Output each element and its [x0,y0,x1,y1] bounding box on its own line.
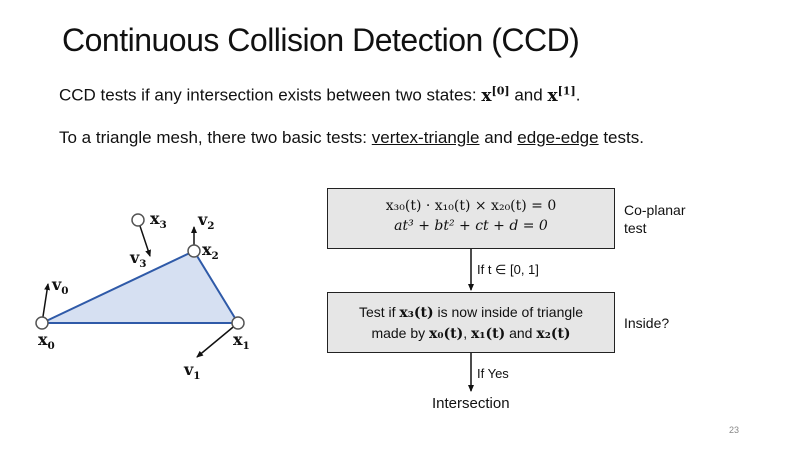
coplanar-equation: x₃₀(t) · x₁₀(t) × x₂₀(t) = 0 [385,198,557,214]
intersection-result: Intersection [432,395,510,412]
vertex-x0 [36,317,48,329]
tests-prefix: To a triangle mesh, there two basic tests: [59,128,372,147]
inside-label: Inside? [624,315,670,331]
slide-title: Continuous Collision Detection (CCD) [62,22,580,58]
vertex-x1 [232,317,244,329]
cubic-equation: at³ + bt² + ct + d = 0 [394,218,548,234]
intro-mid: and [509,85,548,105]
label-x0: $x_0$ [38,330,55,353]
label-v2: $v_2$ [198,210,215,233]
time-range-label: If t ∈ [0, 1] [477,262,539,277]
vertex-triangle-term: vertex-triangle [371,128,480,147]
intro-suffix: . [575,85,581,105]
inside-test-line2: made by x₀(t), x₁(t) and x₂(t) [371,325,571,342]
tests-mid: and [479,128,518,147]
coplanar-label: Co-planar test [624,202,686,236]
label-v3: $v_3$ [130,248,147,271]
if-yes-label: If Yes [477,366,509,381]
vertex-x3 [132,214,144,226]
label-x2: $x_2$ [202,240,219,263]
inside-test-line1: Test if x₃(t) is now inside of triangle [358,304,584,321]
velocity-v1-arrow [197,323,238,357]
intro-prefix: CCD tests if any intersection exists between two states: [59,85,482,105]
label-x1: $x_1$ [233,330,250,353]
page-number: 23 [729,425,740,435]
coplanar-equation-box [327,188,615,249]
label-v0: $v_0$ [52,275,69,298]
state1-symbol: x[1] [547,84,576,106]
label-x3: $x_3$ [150,209,167,232]
tests-suffix: tests. [598,128,644,147]
inside-test-box [327,292,615,353]
state0-symbol: x[0] [481,84,510,106]
edge-edge-term: edge-edge [517,128,599,147]
label-v1: $v_1$ [184,360,201,383]
vertex-x2 [188,245,200,257]
